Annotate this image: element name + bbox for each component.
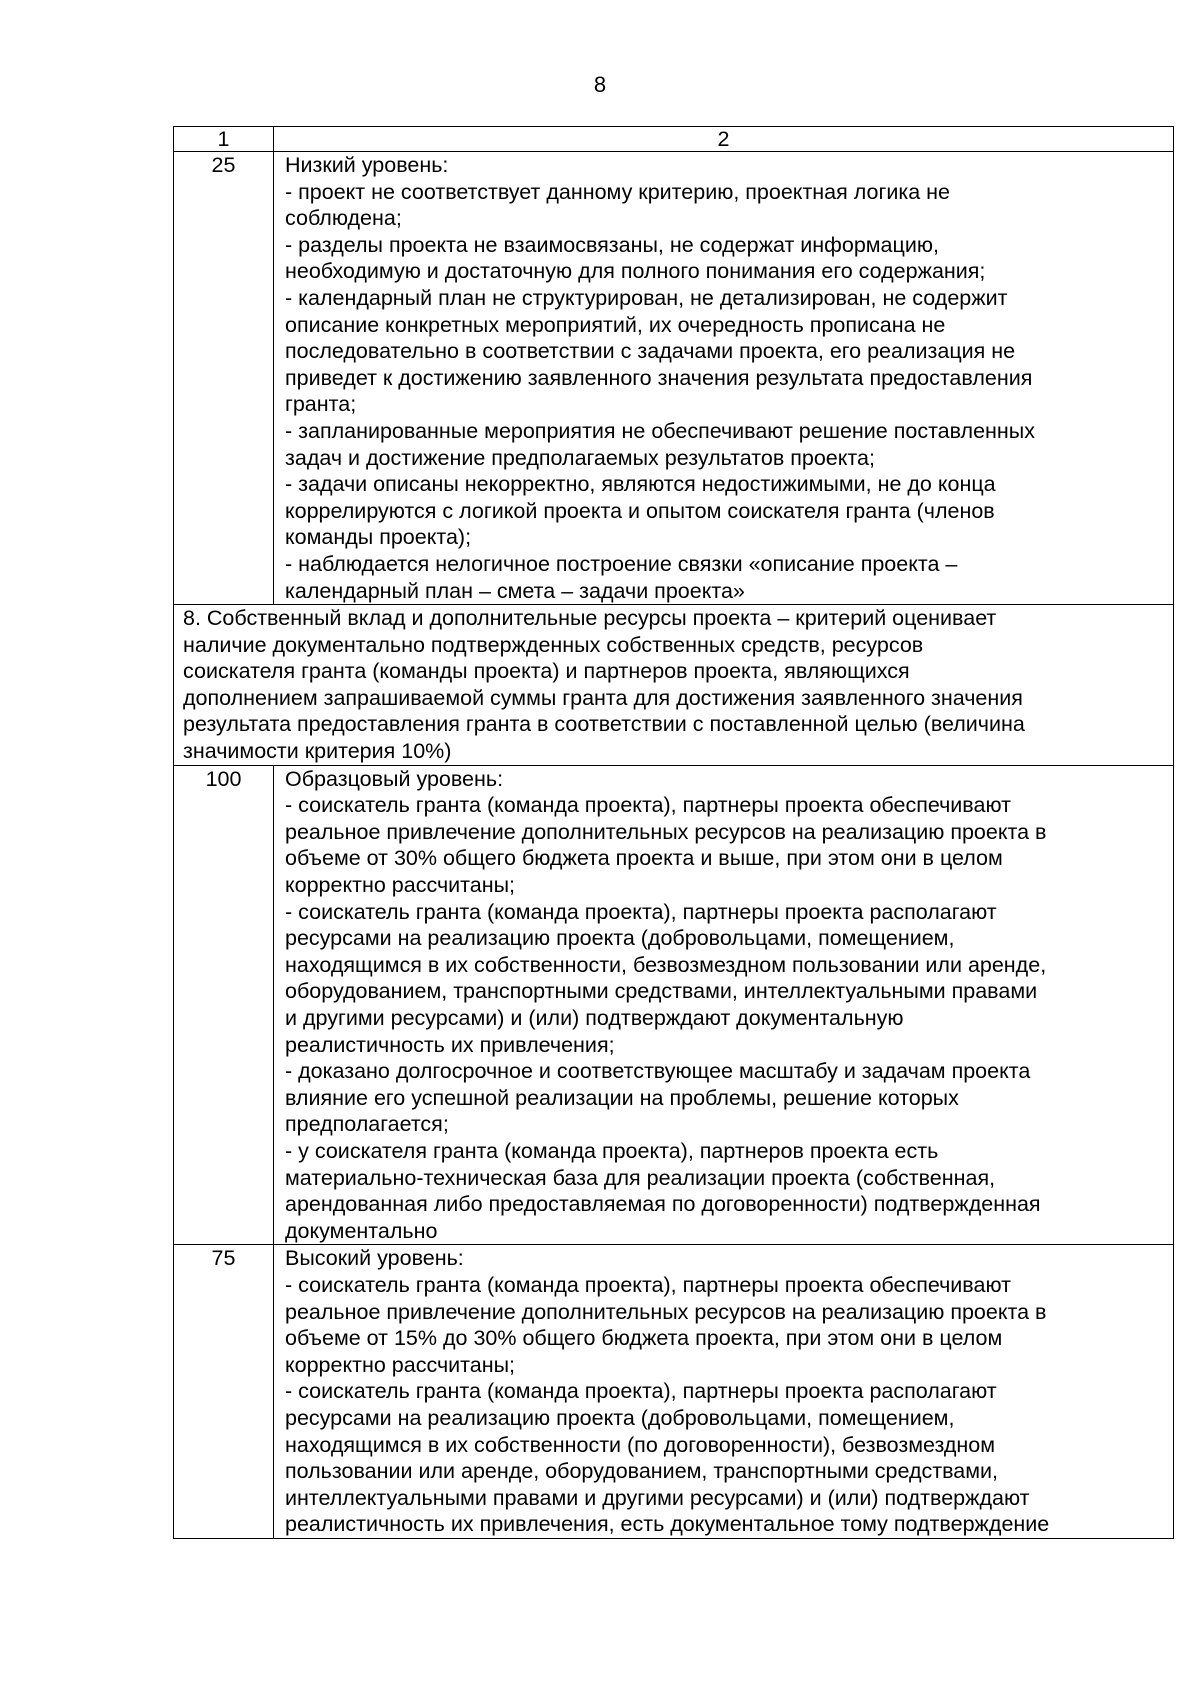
column-header-1: 1 xyxy=(174,127,274,152)
text-line: документально xyxy=(285,1218,438,1243)
text-line: календарный план – смета – задачи проекта» xyxy=(285,578,745,603)
text-line: - у соискателя гранта (команда проекта), партнеров проекта есть xyxy=(285,1138,939,1163)
text-line: Образцовый уровень: xyxy=(285,766,504,791)
text-line: - доказано долгосрочное и соответствующее масштабу и задачам проекта xyxy=(285,1059,1031,1084)
score-cell: 100 xyxy=(174,765,274,1245)
text-line: соискателя гранта (команды проекта) и партнеров проекта, являющихся xyxy=(183,659,910,684)
text-line: находящимся в их собственности, безвозмездном пользовании или аренде, xyxy=(285,952,1047,977)
text-line: корректно рассчитаны; xyxy=(285,873,516,898)
table-header-row xyxy=(174,127,1174,152)
criterion-description xyxy=(174,605,1174,766)
text-line: - наблюдается нелогичное построение связки «описание проекта – xyxy=(285,551,958,576)
text-line: влияние его успешной реализации на проблемы, решение которых xyxy=(285,1085,959,1110)
criterion-section-row xyxy=(174,605,1174,766)
text-line: объеме от 30% общего бюджета проекта и выше, при этом они в целом xyxy=(285,846,1003,871)
text-line: материально-техническая база для реализации проекта (собственная, xyxy=(285,1165,996,1190)
description-cell xyxy=(274,152,1174,605)
text-line: объеме от 15% до 30% общего бюджета проекта, при этом они в целом xyxy=(285,1326,1003,1351)
text-line: арендованная либо предоставляемая по договоренности) подтвержденная xyxy=(285,1192,1041,1217)
column-header-2: 2 xyxy=(274,127,1174,152)
score-cell: 25 xyxy=(174,152,274,605)
text-line: коррелируются с логикой проекта и опытом соискателя гранта (членов xyxy=(285,498,995,523)
description-cell xyxy=(274,765,1174,1245)
text-line: - проект не соответствует данному критерию, проектная логика не xyxy=(285,179,950,204)
description-cell xyxy=(274,1245,1174,1539)
text-line: гранта; xyxy=(285,392,357,417)
table-row xyxy=(174,765,1174,1245)
text-line: - соискатель гранта (команда проекта), партнеры проекта обеспечивают xyxy=(285,793,1011,818)
page-number: 8 xyxy=(593,72,607,97)
text-line: реальное привлечение дополнительных ресурсов на реализацию проекта в xyxy=(285,1299,1047,1324)
text-line: - соискатель гранта (команда проекта), партнеры проекта располагают xyxy=(285,1379,997,1404)
text-line: команды проекта); xyxy=(285,525,472,550)
text-line: значимости критерия 10%) xyxy=(183,739,452,764)
text-line: 8. Собственный вклад и дополнительные ресурсы проекта – критерий оценивает xyxy=(183,606,997,631)
text-line: наличие документально подтвержденных собственных средств, ресурсов xyxy=(183,632,924,657)
text-line: - разделы проекта не взаимосвязаны, не содержат информацию, xyxy=(285,232,939,257)
text-line: Высокий уровень: xyxy=(285,1246,464,1271)
text-line: - соискатель гранта (команда проекта), партнеры проекта располагают xyxy=(285,899,997,924)
text-line: необходимую и достаточную для полного понимания его содержания; xyxy=(285,259,986,284)
text-line: дополнением запрашиваемой суммы гранта для достижения заявленного значения xyxy=(183,685,1023,710)
text-line: - календарный план не структурирован, не детализирован, не содержит xyxy=(285,285,1008,310)
text-line: Низкий уровень: xyxy=(285,153,449,177)
text-line: корректно рассчитаны; xyxy=(285,1352,516,1377)
text-line: приведет к достижению заявленного значения результата предоставления xyxy=(285,365,1033,390)
text-line: ресурсами на реализацию проекта (добровольцами, помещением, xyxy=(285,1405,955,1430)
text-line: и другими ресурсами) и (или) подтверждают документальную xyxy=(285,1006,904,1030)
text-line: задач и достижение предполагаемых результатов проекта; xyxy=(285,445,875,470)
text-line: описание конкретных мероприятий, их очередность прописана не xyxy=(285,312,946,337)
text-line: - задачи описаны некорректно, являются недостижимыми, не до конца xyxy=(285,472,996,497)
text-line: реалистичность их привлечения, есть документальное тому подтверждение xyxy=(285,1512,1050,1537)
text-line: соблюдена; xyxy=(285,206,402,231)
text-line: реальное привлечение дополнительных ресурсов на реализацию проекта в xyxy=(285,819,1047,844)
table-row xyxy=(174,1245,1174,1539)
text-line: оборудованием, транспортными средствами, интеллектуальными правами xyxy=(285,979,1038,1004)
text-line: интеллектуальными правами и другими ресурсами) и (или) подтверждают xyxy=(285,1485,1030,1510)
score-cell: 75 xyxy=(174,1245,274,1539)
text-line: пользовании или аренде, оборудованием, транспортными средствами, xyxy=(285,1459,999,1484)
text-line: результата предоставления гранта в соответствии с поставленной целью (величина xyxy=(183,712,1025,737)
text-line: - соискатель гранта (команда проекта), партнеры проекта обеспечивают xyxy=(285,1272,1011,1297)
text-line: последовательно в соответствии с задачами проекта, его реализация не xyxy=(285,339,1016,364)
table-row xyxy=(174,152,1174,605)
text-line: предполагается; xyxy=(285,1112,449,1137)
text-line: реалистичность их привлечения; xyxy=(285,1032,615,1057)
criteria-table xyxy=(173,126,1174,1539)
text-line: ресурсами на реализацию проекта (добровольцами, помещением, xyxy=(285,926,955,951)
text-line: - запланированные мероприятия не обеспечивают решение поставленных xyxy=(285,418,1036,443)
text-line: находящимся в их собственности (по договоренности), безвозмездном xyxy=(285,1432,996,1457)
